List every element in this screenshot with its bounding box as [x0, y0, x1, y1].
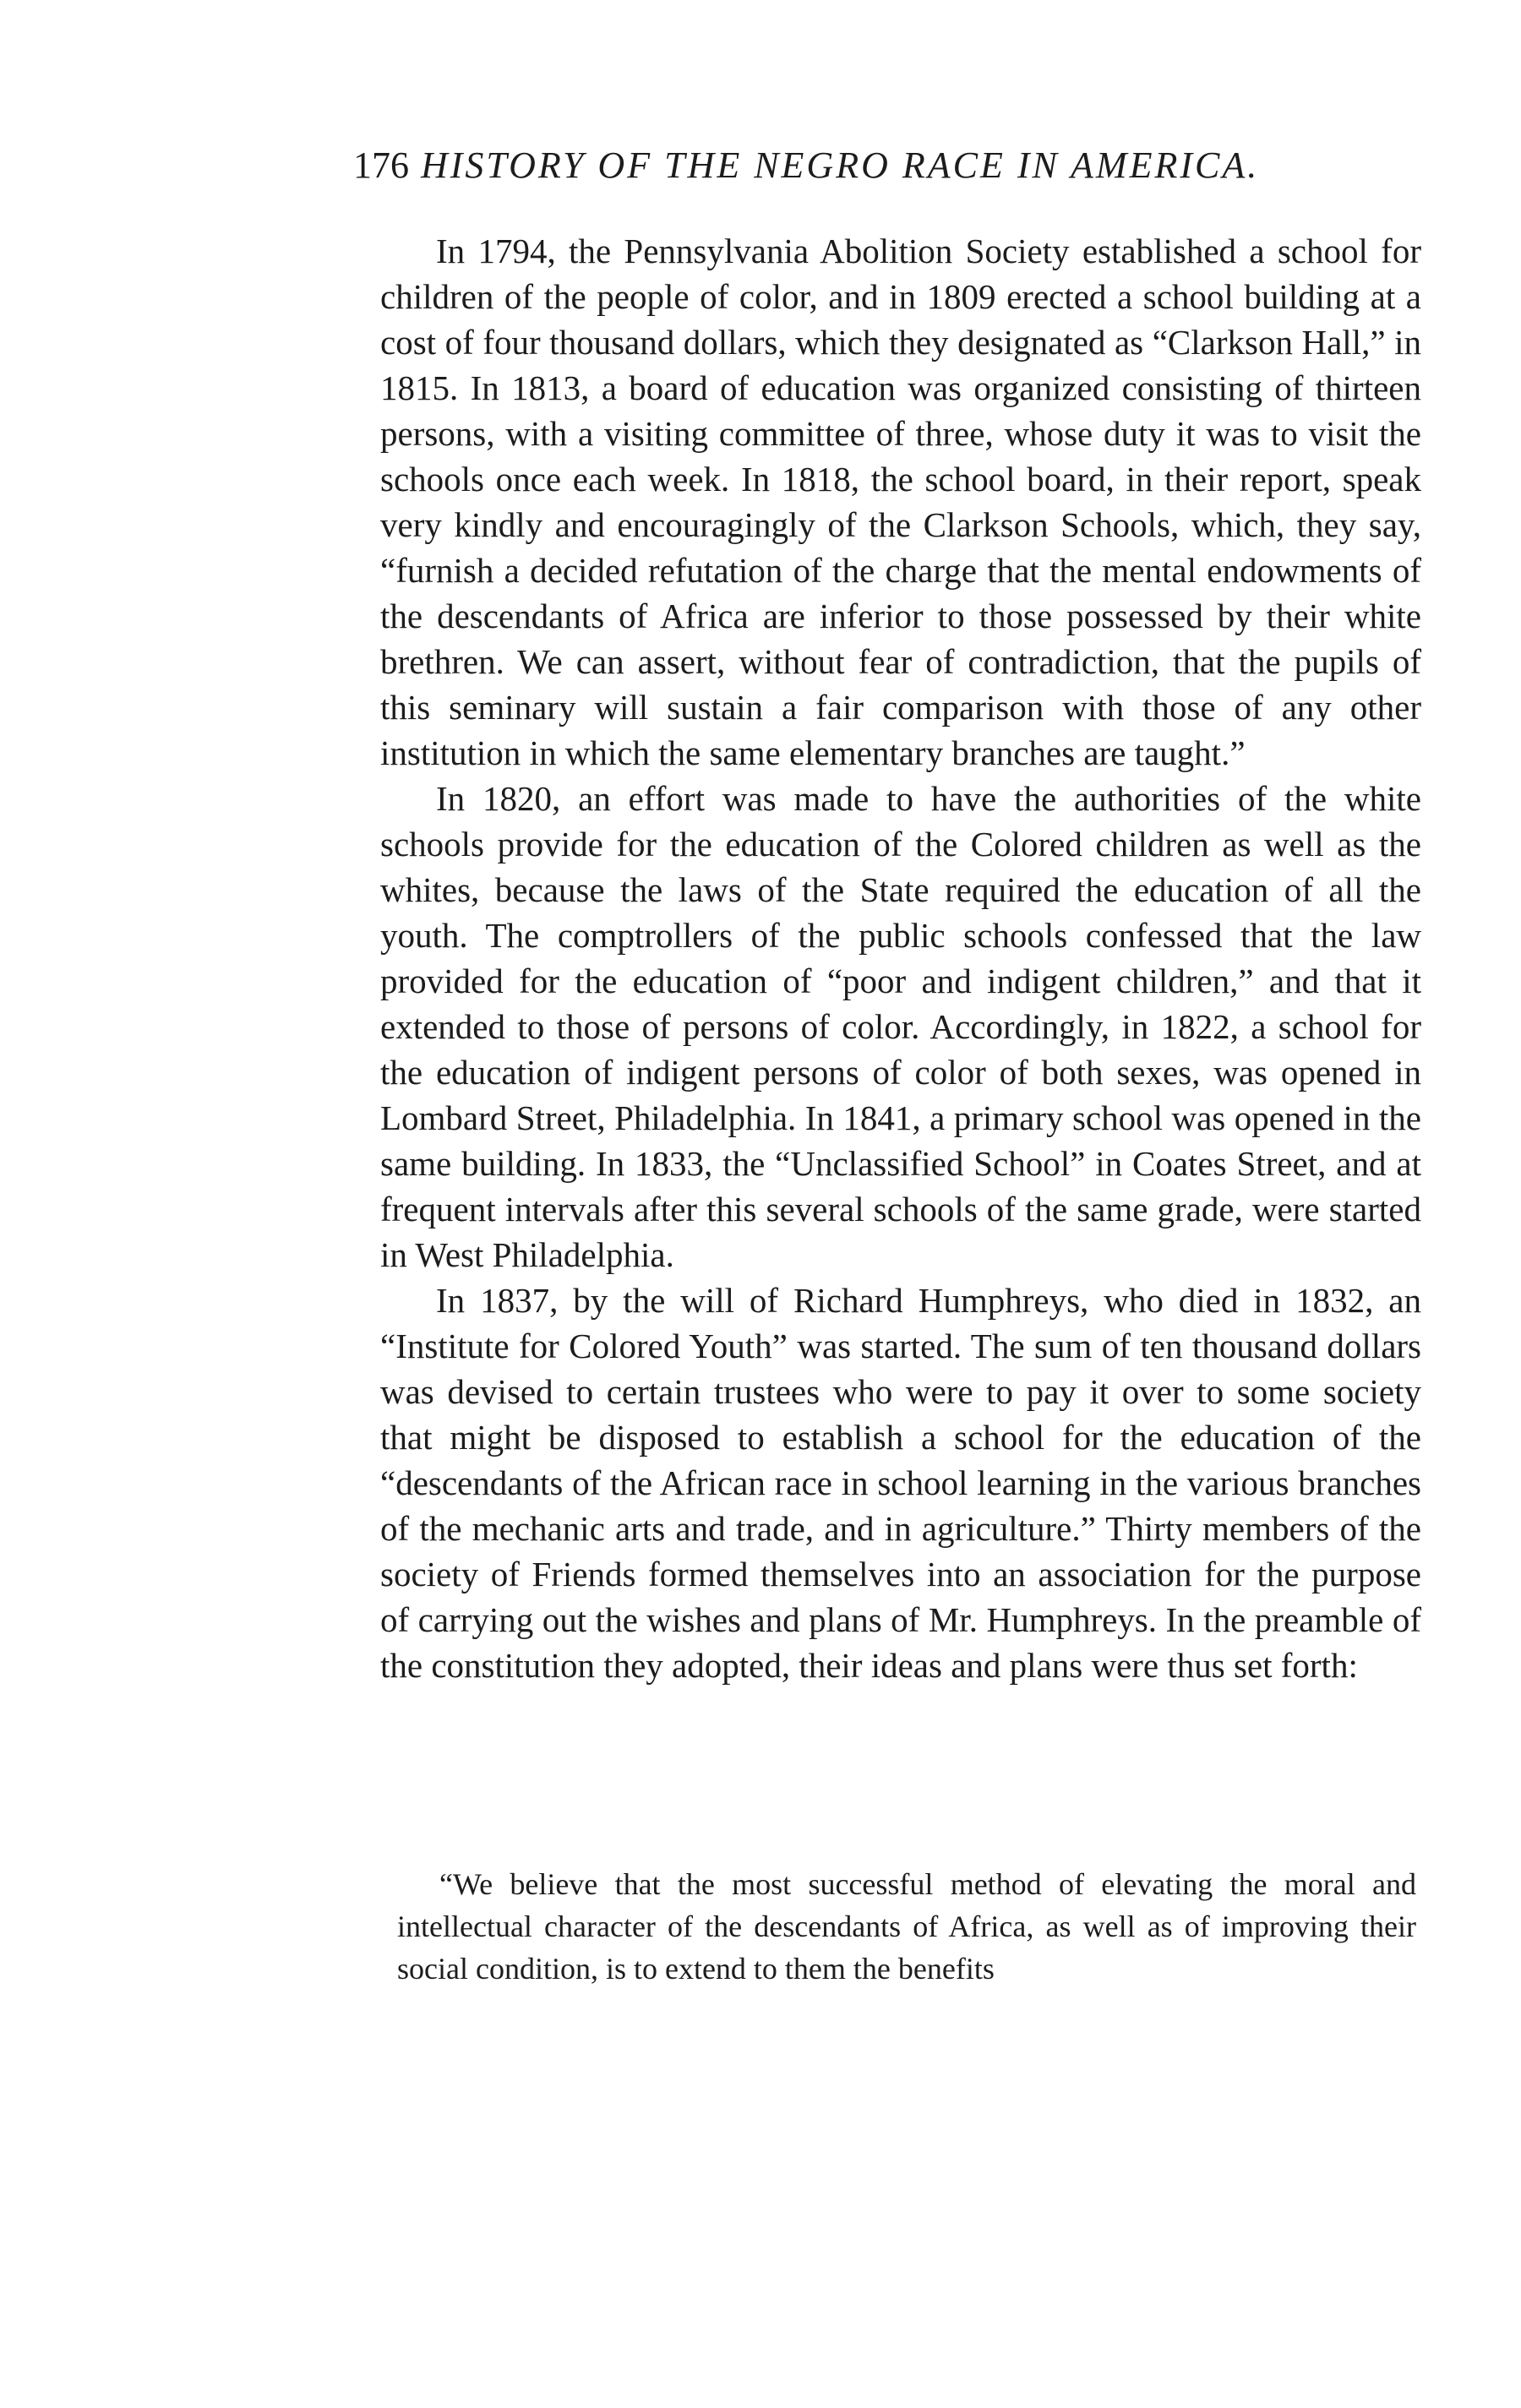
paragraph-clarkson-schools: In 1794, the Pennsylvania Abolition Society established a school for children of the people of color, and in 1809 erected a school building at a cost of four thousand dollars, which they designated as “Clarkson Hall,” in 1815. In 1813, a board of education was organized consisting of thirteen persons, with a visiting committee of three, whose duty it was to visit the schools once each week. In 1818, the school board, in their report, speak very kindly and encouragingly of the Clarkson Schools, which, they say, “furnish a decided refutation of the charge that the mental endowments of the descendants of Africa are inferior to those possessed by their white brethren. We can assert, without fear of contradiction, that the pupils of this seminary will sustain a fair comparison with those of any other institution in which the same elementary branches are taught.”	[380, 232, 1421, 772]
page-header	[353, 142, 1435, 189]
block-quote	[397, 1863, 1416, 1990]
paragraph-public-schools: In 1820, an effort was made to have the authorities of the white schools provide for the education of the Colored children as well as the whites, because the laws of the State required the education of all the youth. The comptrollers of the public schools confessed that the law provided for the education of “poor and indigent children,” and that it extended to those of persons of color. Accordingly, in 1822, a school for the education of indigent persons of color of both sexes, was opened in Lombard Street, Philadelphia. In 1841, a primary school was opened in the same building. In 1833, the “Unclassified School” in Coates Street, and at frequent intervals after this several schools of the same grade, were started in West Philadelphia.	[380, 779, 1421, 1274]
quote-text: “We believe that the most successful method of elevating the moral and intellectual character of the descendants of Africa, as well as of improving their social condition, is to extend to them the benefits	[397, 1867, 1416, 1986]
page-number: 176	[353, 144, 409, 186]
main-text	[380, 228, 1421, 1688]
running-title: HISTORY OF THE NEGRO RACE IN AMERICA.	[421, 144, 1260, 186]
paragraph-institute-colored-youth: In 1837, by the will of Richard Humphreys, who died in 1832, an “Institute for Colored Youth” was started. The sum of ten thousand dollars was devised to certain trustees who were to pay it over to some society that might be disposed to establish a school for the education of the “descendants of the African race in school learning in the various branches of the mechanic arts and trade, and in agriculture.” Thirty members of the society of Friends formed themselves into an association for the purpose of carrying out the wishes and plans of Mr. Humphreys. In the preamble of the constitution they adopted, their ideas and plans were thus set forth:	[380, 1281, 1421, 1685]
